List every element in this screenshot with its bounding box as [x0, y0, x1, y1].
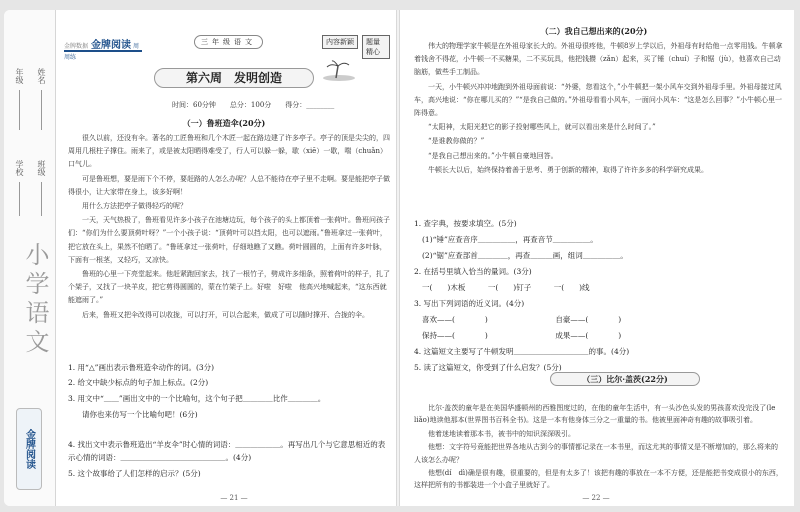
question: (1)“锤”应查音序＿＿＿＿＿，再查音节＿＿＿＿＿。: [422, 235, 598, 244]
class-label: 班级: [37, 160, 46, 176]
passage-paragraph: 伟大的物理学家牛顿是在外祖母家长大的。外祖母很疼他，牛顿8岁上学以后，外祖母有时给他一点零用钱。牛顿拿着钱舍不得花，小牛顿一不买糖果，二不买玩具，他把钱攒（zǎn）起来，买了锤（chuí）子和锯（jù），他喜欢自己动脑筋，做些手工制品。: [414, 42, 783, 77]
tag-new: 内容新颖: [322, 35, 358, 49]
passage-paragraph: 很久以前，还没有伞。著名的工匠鲁班和几个木匠一起在路边建了许多亭子。亭子的顶是尖尖的，四周用几根柱子撑住。雨来了，或是被太阳晒得难受了，行人可以躲一躲，歇（xiē）一歇，喘（chuǎn）口气儿。: [68, 134, 390, 169]
question: 3. 用文中“＿＿”画出文中的一个比喻句，这个句子把＿＿＿＿比作＿＿＿＿。: [68, 394, 326, 403]
grade-badge: 三年级语文: [194, 35, 263, 49]
subject-label: 小学语文: [21, 242, 49, 358]
grade-line: [19, 90, 20, 130]
question: 喜欢——( ) 自豪——( ): [422, 315, 622, 324]
passage-paragraph: 用什么方法把亭子做得轻巧的呢？: [82, 202, 187, 211]
passage-paragraph: 一天，小牛顿兴冲冲地跑到外祖母面前说：“外婆，您看这个，”小牛顿把一架小风车交到外祖母手里。外祖母接过风车，高兴地说：“你在哪儿买的？”“是我自己做的。”外祖母看看小风车，一面问小风车：“这是怎么回事？”小牛顿心里一阵得意。: [414, 82, 782, 118]
question: 4. 找出文中表示鲁班造出“羊皮伞”时心情的词语：＿＿＿＿＿＿。再写出几个与它意思相近的表示心情的词语：＿＿＿＿＿＿＿＿＿＿＿＿＿＿。(4分): [68, 440, 386, 462]
question: 5. 这个故事给了人们怎样的启示？(5分): [68, 469, 201, 478]
brand-logo: 金牌数据 金牌阅读 周周练: [64, 36, 142, 52]
passage-paragraph: “是谁教你做的？”: [428, 137, 485, 146]
passage-paragraph: 他想：文字符号竟能把世界各地从古到今的事情都记录在一本书里，而这尤其的事情又是不断增加的，那么将来的人该怎么办呢？: [414, 443, 778, 464]
left-page: [4, 10, 396, 506]
page-number: — 21 —: [220, 494, 248, 502]
passage-paragraph: 牛顿长大以后，始终保持着善于思考、勇于创新的精神，取得了许许多多的科学研究成果。: [428, 165, 708, 174]
passage-paragraph: 一天，天气热极了，鲁班看见许多小孩子在池塘边玩，每个孩子的头上都顶着一张荷叶。鲁班问孩子们：“你们为什么要顶荷叶呀？”一个小孩子说：“顶荷叶可以挡太阳，也可以遮雨。”鲁班拿过一张荷叶，把它放在头上，果然不怕晒了。“鲁班拿过一张荷叶，仔细地瞧了又瞧。荷叶圆圆的，上面有许多叶脉，下面有一根茎，又轻巧，又凉快。: [68, 216, 390, 264]
page-header: [64, 30, 390, 60]
passage-paragraph: 鲁班的心里一下亮堂起来。他赶紧跑回家去，找了一根竹子，劈成许多细条，照着荷叶的样子，扎了个架子，又找了一块羊皮，把它剪得圆圆的，蒙在竹架子上。好啦 好啦 他高兴地喊起来，“这东西就能遮雨了。”: [68, 270, 390, 305]
passage-paragraph: 比尔·盖茨的童年是在美国华盛顿州的西雅图度过的，在他的童年生活中，有一头沙色头发的男孩喜欢没完没了(le liǎo)地读他那本(世界图书百科全书)。这是一本有他身体三分之一重量的书。他被里面神奇有趣的故事吸引着。: [414, 404, 783, 425]
passage-paragraph: 可是鲁班想，要是雨下个不停，要赶路的人怎么办呢？人总不能待在亭子里不走啊。要是能把亭子做得很小，让大家带在身上，该多好啊！: [68, 174, 390, 196]
class-line: [41, 182, 42, 216]
question: 5. 读了这篇短文，你受到了什么启发？(5分): [414, 363, 562, 372]
section-1-title: （一）鲁班造伞(20分): [182, 118, 266, 128]
passage-paragraph: 后来，鲁班又把伞改得可以收拢，可以打开，可以合起来，做成了可以随时撑开、合拢的伞。: [82, 310, 369, 319]
page-title: 第六周 发明创造: [154, 68, 314, 88]
tag-quality: 题量精心: [362, 35, 390, 59]
passage-paragraph: 他想(dí dì)确是很有趣，很重要的，但是有太多了！该把有趣的事放在一本不方便，还是能把书变成很小的东西，这样把所有的书都装进一个小盒子里就好了。: [414, 469, 783, 490]
question: 请你也来仿写一个比喻句吧！(6分): [82, 410, 198, 419]
test-meta: 时间：60分钟 总分：100分 得分：________: [172, 101, 335, 109]
question: 4. 这篇短文主要写了牛顿发明＿＿＿＿＿＿＿＿＿＿的事。(4分): [414, 347, 630, 356]
section-2-title: （二）我自己想出来的(20分): [540, 26, 648, 36]
grade-label: 年级: [15, 68, 24, 84]
name-line: [41, 90, 42, 130]
passage-2: [414, 40, 784, 178]
question: 一( )木板 一( )钉子 一( )线: [422, 283, 590, 292]
question: 2. 给文中缺少标点的句子加上标点。(2分): [68, 378, 209, 387]
school-label: 学校: [15, 160, 24, 176]
school-line: [19, 182, 20, 216]
question: 1. 用“△”画出表示鲁班造伞动作的词。(3分): [68, 363, 215, 372]
question: (2)“锯”应查部首＿＿＿＿，再查＿＿＿画，组词＿＿＿＿＿。: [422, 251, 628, 260]
passage-3: [414, 402, 784, 493]
binding-strip: [4, 10, 56, 506]
spine-logo: 金牌阅读: [16, 408, 42, 490]
passage-paragraph: “是我自己想出来的。”小牛顿自豪地回答。: [428, 151, 558, 160]
question: 3. 写出下列词语的近义词。(4分): [414, 299, 525, 308]
island-icon: [322, 58, 356, 82]
page-number: — 22 —: [582, 494, 610, 502]
question: 1. 查字典，按要求填空。(5分): [414, 219, 517, 228]
passage-paragraph: 他着迷地读着那本书，被书中的知识深深吸引。: [428, 429, 575, 438]
passage-paragraph: “太阳神，太阳光把它的影子投射哪些风上，就可以看出来是什么时间了。”: [428, 123, 656, 132]
passage-1: [68, 132, 390, 323]
section-3-title: （三）比尔·盖茨(22分): [550, 372, 700, 386]
right-page: [400, 10, 794, 506]
question: 2. 在括号里填入恰当的量词。(3分): [414, 267, 532, 276]
question: 保持——( ) 成果——( ): [422, 331, 622, 340]
name-label: 姓名: [37, 68, 46, 84]
